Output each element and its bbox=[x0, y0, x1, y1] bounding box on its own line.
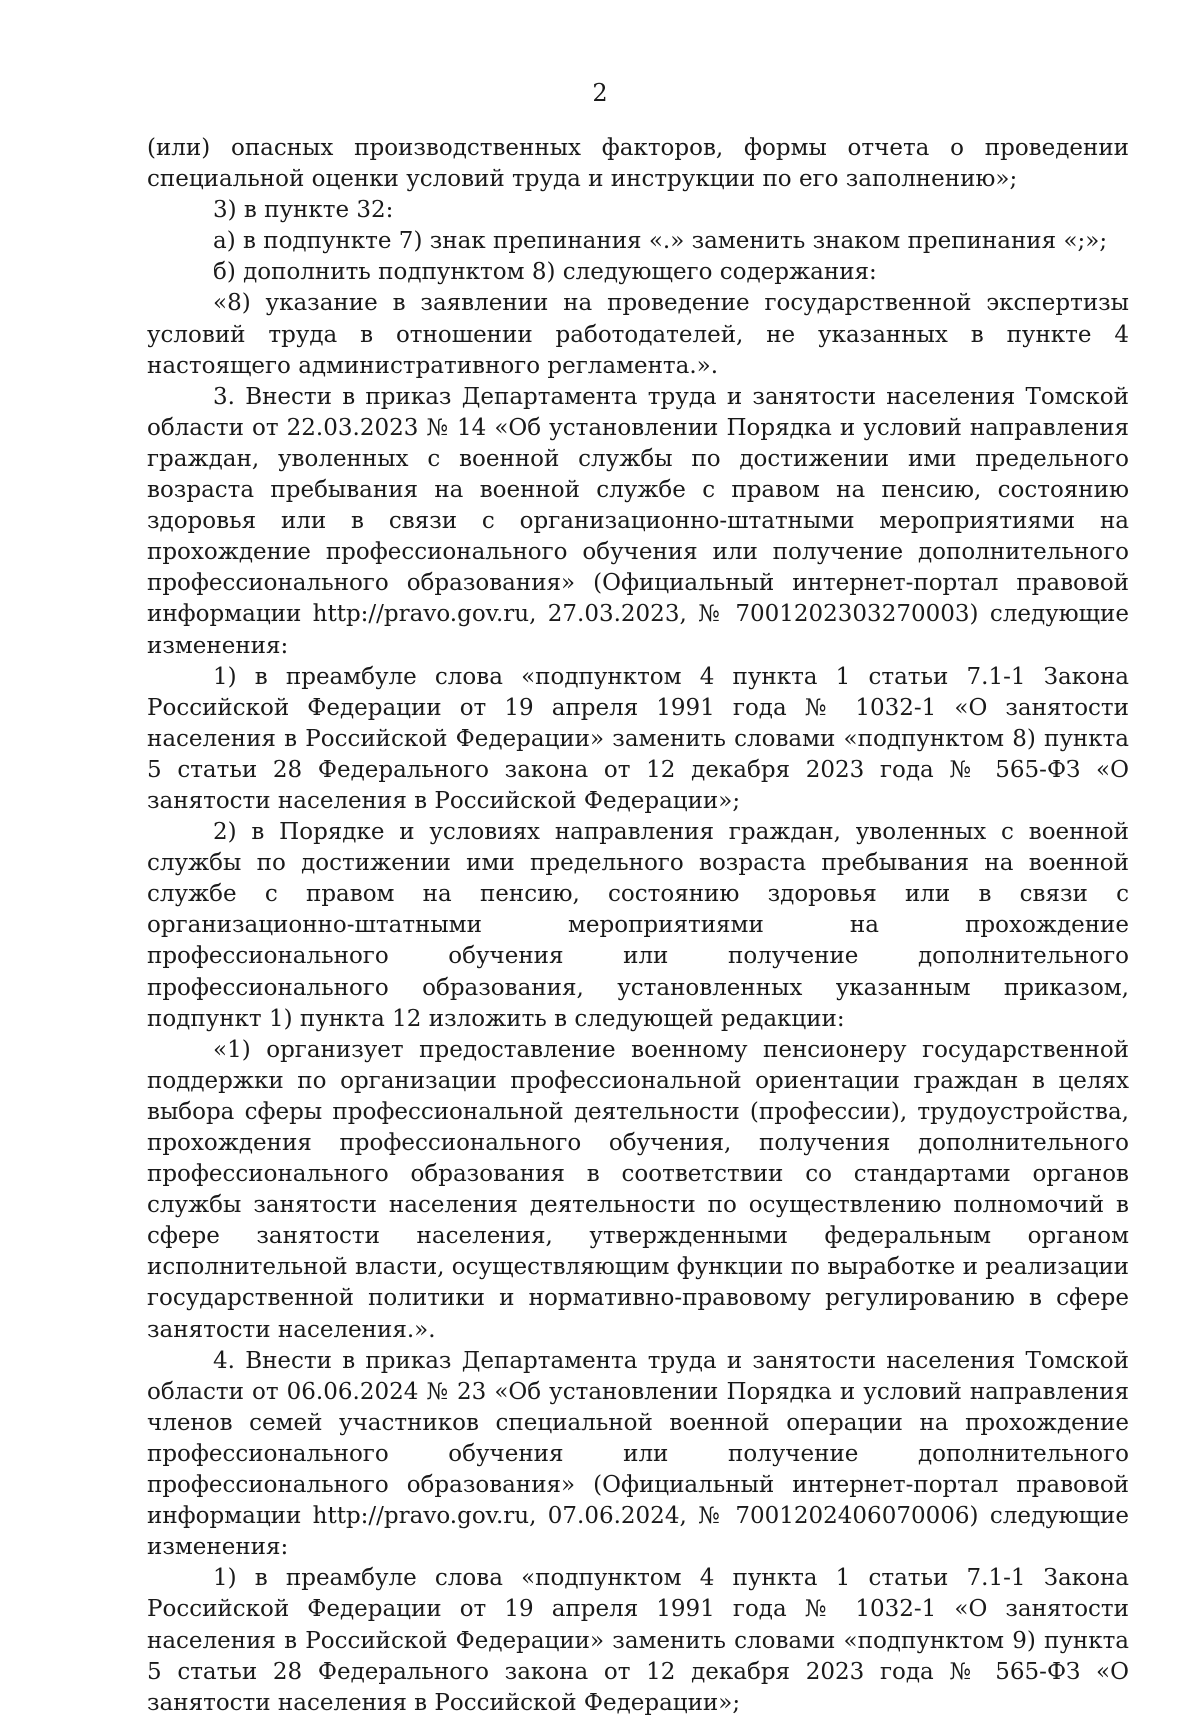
paragraph-section-3-item-1: 1) в преамбуле слова «подпунктом 4 пункта 1 статьи 7.1-1 Закона Российской Федерации от 19 апреля 1991 года № 1032-1 «О занятости населения в Российской Федерации» заменить словами «подпунктом 8) пункта 5 статьи 28 Федерального закона от 12 декабря 2023 года № 565-ФЗ «О занятости населения в Российской Федерации»; bbox=[147, 663, 1129, 814]
paragraph-quote-8: «8) указание в заявлении на проведение государственной экспертизы условий труда в отношении работодателей, не указанных в пункте 4 настоящего административного регламента.». bbox=[147, 290, 1129, 379]
paragraph-section-4: 4. Внести в приказ Департамента труда и занятости населения Томской области от 06.06.2024 № 23 «Об установлении Порядка и условий направления членов семей участников специальной военной операции на прохождение профессионального обучения или получение дополнительного профессионального образования» (Официальный интернет-портал правовой информации http://pravo.gov.ru, 07.06.2024, № 7001202406070006) следующие изменения: bbox=[147, 1347, 1129, 1561]
paragraph-item-3: 3) в пункте 32: bbox=[213, 197, 394, 224]
paragraph-subitem-b: б) дополнить подпунктом 8) следующего содержания: bbox=[213, 259, 877, 286]
page-number: 2 bbox=[592, 79, 608, 107]
paragraph-subitem-a: а) в подпункте 7) знак препинания «.» заменить знаком препинания «;»; bbox=[213, 228, 1108, 255]
paragraph-section-3-item-2: 2) в Порядке и условиях направления граждан, уволенных с военной службы по достижении ими предельного возраста пребывания на военной службе с правом на пенсию, состоянию здоровья или в связи с организационно-штатными мероприятиями на прохождение профессионального обучения или получение дополнительного профессионального образования, установленных указанным приказом, подпункт 1) пункта 12 изложить в следующей редакции: bbox=[147, 819, 1129, 1032]
paragraph-quote-1: «1) организует предоставление военному пенсионеру государственной поддержки по организации профессиональной ориентации граждан в целях выбора сферы профессиональной деятельности (профессии), трудоустройства, прохождения профессионального обучения, получения дополнительного профессионального образования в соответствии со стандартами органов службы занятости населения деятельности по осуществлению полномочий в сфере занятости населения, утвержденными федеральным органом исполнительной власти, осуществляющим функции по выработке и реализации государственной политики и нормативно-правовому регулированию в сфере занятости населения.». bbox=[147, 1036, 1129, 1343]
paragraph-continuation: (или) опасных производственных факторов, формы отчета о проведении специальной оценки условий труда и инструкции по его заполнению»; bbox=[147, 135, 1129, 193]
document-body bbox=[147, 133, 1129, 1719]
paragraph-section-4-item-1: 1) в преамбуле слова «подпунктом 4 пункта 1 статьи 7.1-1 Закона Российской Федерации от 19 апреля 1991 года № 1032-1 «О занятости населения в Российской Федерации» заменить словами «подпунктом 9) пункта 5 статьи 28 Федерального закона от 12 декабря 2023 года № 565-ФЗ «О занятости населения в Российской Федерации»; bbox=[147, 1565, 1129, 1716]
paragraph-section-3: 3. Внести в приказ Департамента труда и занятости населения Томской области от 22.03.2023 № 14 «Об установлении Порядка и условий направления граждан, уволенных с военной службы по достижении ими предельного возраста пребывания на военной службе с правом на пенсию, состоянию здоровья или в связи с организационно-штатными мероприятиями на прохождение профессионального обучения или получение дополнительного профессионального образования» (Официальный интернет-портал правовой информации http://pravo.gov.ru, 27.03.2023, № 7001202303270003) следующие изменения: bbox=[147, 383, 1129, 659]
